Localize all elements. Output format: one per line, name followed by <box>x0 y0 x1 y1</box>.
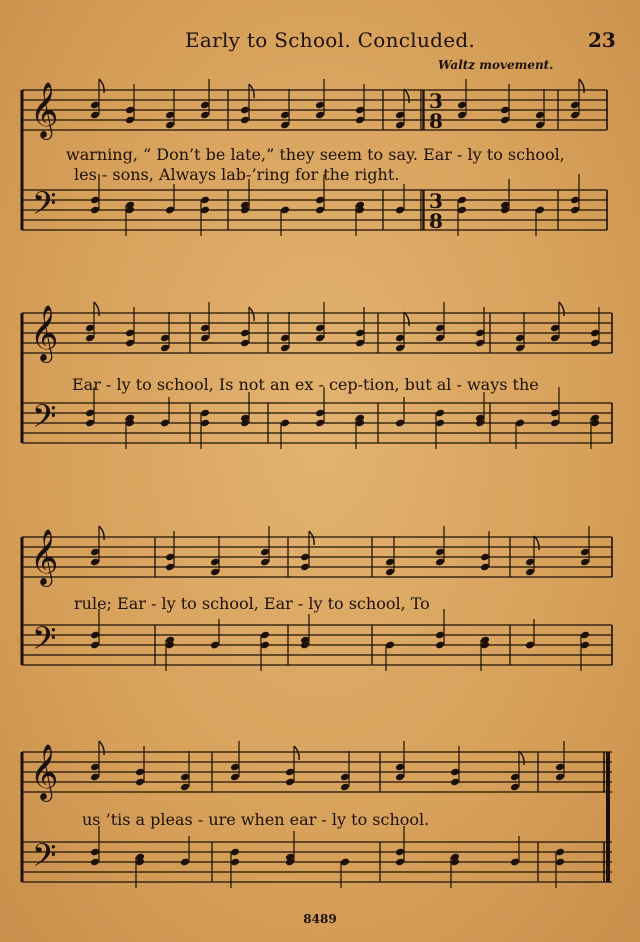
treble-clef-icon: 𝄞 <box>30 82 59 138</box>
note-flag <box>519 751 524 765</box>
bass-clef-icon: 𝄢 <box>32 837 57 881</box>
note-flag <box>404 312 409 326</box>
treble-clef-icon: 𝄞 <box>30 529 59 585</box>
time-signature-top: 3 <box>429 89 443 113</box>
note-flag <box>294 746 299 760</box>
bass-clef-icon: 𝄢 <box>32 185 57 229</box>
lyric-line-2: les - sons, Always lab-’ring for the right. <box>74 165 400 184</box>
note-flag <box>99 741 104 755</box>
note-flag <box>249 307 254 321</box>
lyric-line-3: Ear - ly to school, Is not an ex - cep-tion, but al - ways the <box>72 375 539 394</box>
note-flag <box>94 302 99 316</box>
note-flag <box>579 79 584 93</box>
song-title: Early to School. Concluded. <box>185 28 476 52</box>
bass-clef-icon: 𝄢 <box>32 398 57 442</box>
time-signature-top: 3 <box>429 189 443 213</box>
tempo-marking: Waltz movement. <box>438 58 554 72</box>
treble-clef-icon: 𝄞 <box>30 305 59 361</box>
note-flag <box>99 79 104 93</box>
note-flag <box>249 84 254 98</box>
lyric-line-4: rule; Ear - ly to school, Ear - ly to school, To <box>74 594 430 613</box>
bass-clef-icon: 𝄢 <box>32 620 57 664</box>
treble-clef-icon: 𝄞 <box>30 744 59 800</box>
lyric-line-1: warning, “ Don’t be late,” they seem to say. Ear - ly to school, <box>66 145 565 164</box>
note-flag <box>559 302 564 316</box>
note-flag <box>534 536 539 550</box>
note-flag <box>99 526 104 540</box>
lyric-line-5: us ’tis a pleas - ure when ear - ly to school. <box>82 810 430 829</box>
note-flag <box>309 531 314 545</box>
page-number: 23 <box>588 28 616 52</box>
time-signature-bottom: 8 <box>429 109 443 133</box>
note-flag <box>404 89 409 103</box>
plate-number: 8489 <box>303 912 337 926</box>
time-signature-bottom: 8 <box>429 209 443 233</box>
